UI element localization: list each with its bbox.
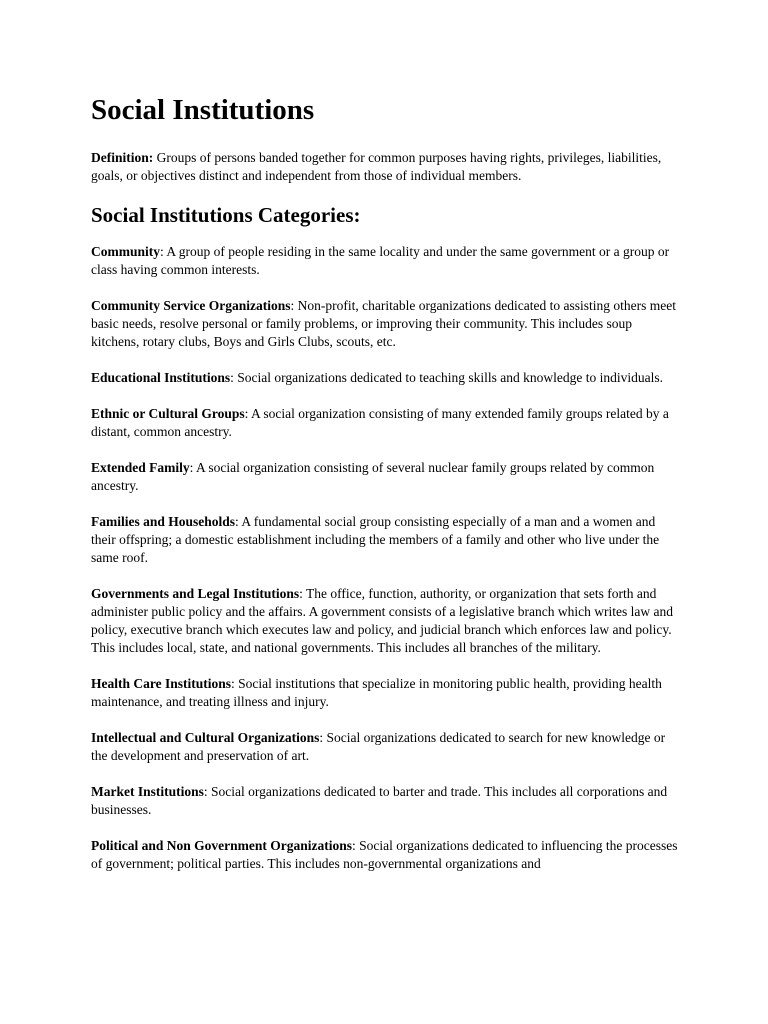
definition-text: Groups of persons banded together for common purposes having rights, privileges, liabilities, goals, or objectives distinct and independent from those of individual members.	[91, 150, 662, 183]
category-entry-ethnic-or-cultural-groups	[91, 405, 681, 441]
category-description: : A group of people residing in the same locality and under the same government or a group or class having common interests.	[91, 244, 670, 277]
category-term: Intellectual and Cultural Organizations	[91, 730, 320, 745]
page-title: Social Institutions	[91, 94, 315, 126]
categories-heading: Social Institutions Categories:	[91, 203, 361, 227]
definition-paragraph	[91, 149, 681, 185]
category-entry-governments-and-legal-institutions	[91, 585, 681, 657]
document-page	[91, 93, 681, 891]
category-description: : Social organizations dedicated to influencing the processes of government; political parties. This includes non-governmental organizations and	[91, 838, 678, 871]
category-term: Families and Households	[91, 514, 236, 529]
category-term: Educational Institutions	[91, 370, 231, 385]
category-description: : A social organization consisting of several nuclear family groups related by common ancestry.	[91, 460, 655, 493]
category-entry-market-institutions	[91, 783, 681, 819]
category-entry-extended-family	[91, 459, 681, 495]
category-entry-political-and-non-government-organizations	[91, 837, 681, 873]
category-description: : Social organizations dedicated to search for new knowledge or the development and preservation of art.	[91, 730, 666, 763]
category-term: Health Care Institutions	[91, 676, 232, 691]
category-term: Governments and Legal Institutions	[91, 586, 300, 601]
category-description: : Social organizations dedicated to barter and trade. This includes all corporations and businesses.	[91, 784, 668, 817]
category-entry-community	[91, 243, 681, 279]
category-term: Community	[91, 244, 161, 259]
category-term: Ethnic or Cultural Groups	[91, 406, 245, 421]
category-description: : Social institutions that specialize in monitoring public health, providing health maintenance, and treating illness and injury.	[91, 676, 662, 709]
category-entry-intellectual-and-cultural-organizations	[91, 729, 681, 765]
category-entry-families-and-households	[91, 513, 681, 567]
category-description: : Social organizations dedicated to teaching skills and knowledge to individuals.	[230, 370, 663, 385]
category-term: Political and Non Government Organizations	[91, 838, 352, 853]
categories-list	[91, 243, 681, 873]
definition-label: Definition:	[91, 150, 154, 165]
category-term: Market Institutions	[91, 784, 204, 799]
category-description: : The office, function, authority, or organization that sets forth and administer public policy and the affairs. A government consists of a legislative branch which writes law and policy, executive branch which executes law and policy, and judicial branch which enforces law and policy. This includes local, state, and national governments. This includes all branches of the military.	[91, 586, 673, 655]
category-entry-community-service-organizations	[91, 297, 681, 351]
category-description: : A fundamental social group consisting especially of a man and a women and their offspring; a domestic establishment including the members of a family and other who live under the same roof.	[91, 514, 660, 565]
category-entry-health-care-institutions	[91, 675, 681, 711]
category-description: : A social organization consisting of many extended family groups related by a distant, common ancestry.	[91, 406, 669, 439]
category-description: : Non-profit, charitable organizations dedicated to assisting others meet basic needs, resolve personal or family problems, or improving their community. This includes soup kitchens, rotary clubs, Boys and Girls Clubs, scouts, etc.	[91, 298, 676, 349]
category-term: Extended Family	[91, 460, 190, 475]
category-entry-educational-institutions	[91, 369, 681, 387]
category-term: Community Service Organizations	[91, 298, 291, 313]
